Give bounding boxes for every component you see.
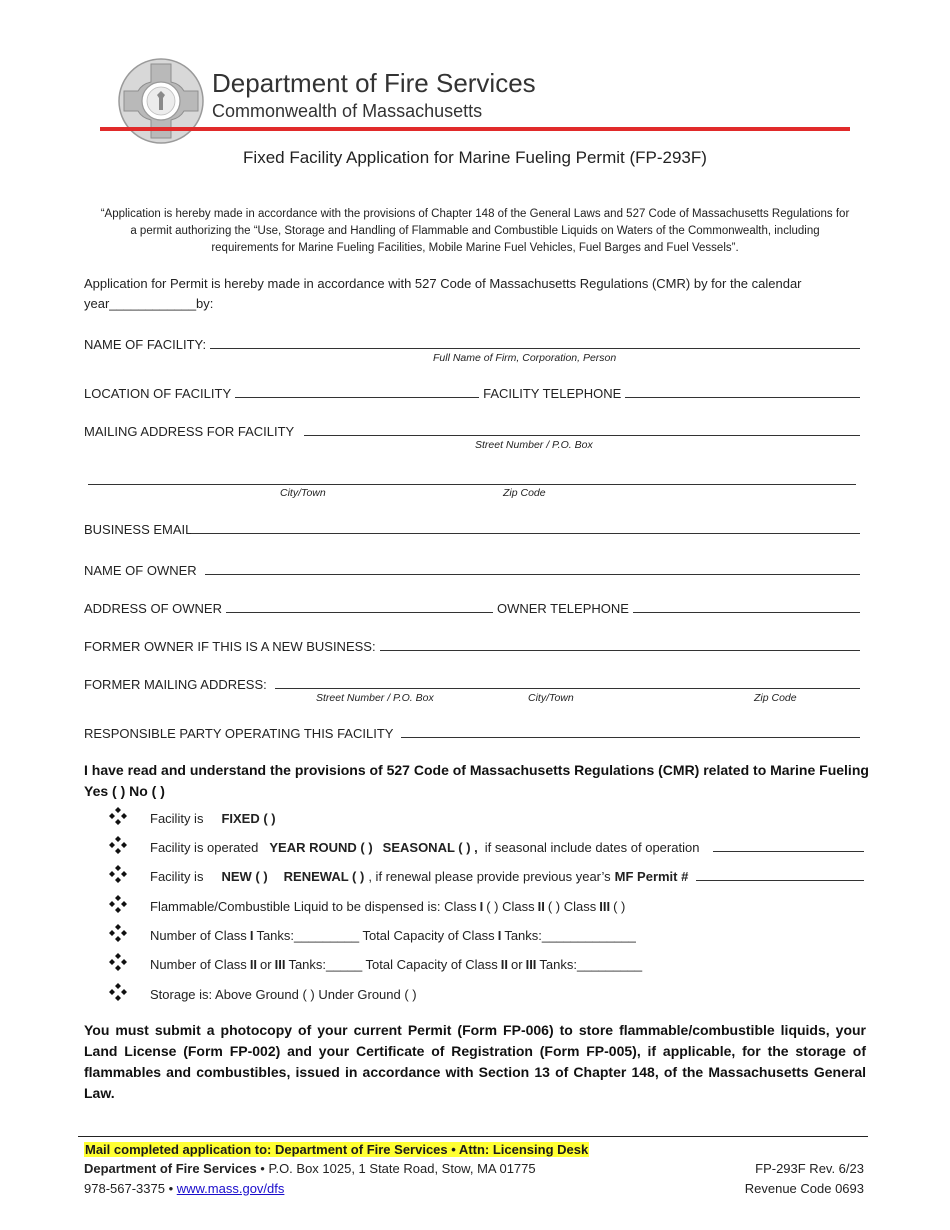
intro-quote: “Application is hereby made in accordance with the provisions of Chapter 148 of the General Laws and 527 Code of Massachusetts Regulations for a permit authorizing the “Use, Storage and Handling of Flammable and Combustible Liquids on Waters of the Commonwealth, including requirements for Marine Fueling Facilities, Mobile Marine Fuel Vehicles, Fuel Barges and Fuel Vessels”. bbox=[100, 208, 850, 254]
class-ii-iii-capacity-field[interactable]: Tanks:_________ bbox=[539, 957, 643, 972]
mailing-address-row bbox=[84, 419, 864, 439]
form-title: Fixed Facility Application for Marine Fueling Permit (FP-293F) bbox=[243, 148, 707, 167]
former-mailing-row bbox=[84, 672, 864, 692]
former-mailing-field[interactable] bbox=[275, 675, 860, 689]
city-zip-row bbox=[88, 468, 860, 488]
diamond-bullet-icon bbox=[108, 806, 128, 826]
renewal-option[interactable]: RENEWAL ( ) bbox=[283, 869, 365, 884]
diamond-bullet-icon bbox=[108, 864, 128, 884]
city-zip-field[interactable] bbox=[88, 471, 856, 485]
year-round-option[interactable]: YEAR ROUND ( ) bbox=[269, 840, 373, 855]
footer-address-line bbox=[84, 1161, 536, 1176]
department-name: Department of Fire Services bbox=[212, 68, 536, 98]
footer-contact-line bbox=[84, 1181, 284, 1196]
dfs-website-link[interactable]: www.mass.gov/dfs bbox=[176, 1181, 285, 1196]
name-of-facility-row bbox=[84, 332, 864, 352]
seasonal-option[interactable]: SEASONAL ( ) , bbox=[382, 840, 478, 855]
class-options[interactable]: ( ) Class bbox=[486, 899, 535, 914]
location-row bbox=[84, 381, 864, 401]
street-hint: Street Number / P.O. Box bbox=[475, 439, 593, 451]
business-email-field[interactable] bbox=[192, 520, 860, 534]
responsible-party-row bbox=[84, 721, 864, 741]
submit-notice: You must submit a photocopy of your current Permit (Form FP-006) to store flammable/combustible liquids, your Land License (Form FP-002) and your Certificate of Registration (Form FP-005), if applicable, for the storage of flammables and combustibles, issued in accordance with Section 13 of Chapter 148, of the Massachusetts General Law. bbox=[84, 1022, 866, 1101]
former-owner-row bbox=[84, 634, 864, 654]
bullet-new-renewal: Facility is NEW ( ) RENEWAL ( ) , if renewal please provide previous year’s MF Permit # bbox=[108, 864, 868, 884]
diamond-bullet-icon bbox=[108, 923, 128, 943]
form-revision: FP-293F Rev. 6/23 bbox=[755, 1161, 864, 1176]
diamond-bullet-icon bbox=[108, 835, 128, 855]
name-of-owner-row bbox=[84, 558, 864, 578]
bullet-operation: Facility is operated YEAR ROUND ( ) SEASONAL ( ) , if seasonal include dates of operation bbox=[108, 835, 868, 855]
address-of-owner-label: ADDRESS OF OWNER bbox=[84, 601, 222, 616]
diamond-bullet-icon bbox=[108, 894, 128, 914]
class-i-tanks-field[interactable]: Tanks:_________ Total Capacity of Class bbox=[256, 928, 495, 943]
name-of-facility-label: NAME OF FACILITY: bbox=[84, 337, 207, 352]
former-owner-field[interactable] bbox=[380, 637, 860, 651]
application-statement: Application for Permit is hereby made in accordance with 527 Code of Massachusetts Regulations (CMR) by for the calendar year____________by: bbox=[84, 276, 802, 311]
diamond-bullet-icon bbox=[108, 982, 128, 1002]
former-zip-hint: Zip Code bbox=[754, 692, 797, 704]
diamond-bullet-icon bbox=[108, 952, 128, 972]
address-of-owner-row bbox=[84, 596, 864, 616]
fixed-option[interactable]: FIXED ( ) bbox=[221, 811, 276, 826]
footer-phone: 978-567-3375 • bbox=[84, 1181, 177, 1196]
former-street-hint: Street Number / P.O. Box bbox=[316, 692, 434, 704]
revenue-code: Revenue Code 0693 bbox=[744, 1181, 864, 1196]
footer-dept: Department of Fire Services bbox=[84, 1161, 257, 1176]
business-email-label: BUSINESS EMAIL bbox=[84, 522, 193, 537]
bullet-liquid-class: Flammable/Combustible Liquid to be dispensed is: Class I ( ) Class II ( ) Class III ( ) bbox=[108, 894, 868, 914]
footer-address: • P.O. Box 1025, 1 State Road, Stow, MA 01775 bbox=[256, 1161, 536, 1176]
class-ii-iii-tanks-field[interactable]: Tanks:_____ Total Capacity of Class bbox=[288, 957, 498, 972]
name-hint: Full Name of Firm, Corporation, Person bbox=[433, 352, 617, 364]
facility-telephone-label: FACILITY TELEPHONE bbox=[483, 386, 622, 401]
former-city-hint: City/Town bbox=[528, 692, 574, 704]
bullet-facility-type: Facility is FIXED ( ) bbox=[108, 806, 868, 826]
footer-divider bbox=[78, 1136, 868, 1137]
owner-telephone-field[interactable] bbox=[633, 599, 860, 613]
mf-permit-field[interactable] bbox=[696, 867, 864, 881]
storage-options[interactable]: Storage is: Above Ground ( ) Under Ground ( ) bbox=[150, 987, 417, 1002]
name-of-facility-field[interactable] bbox=[210, 335, 860, 349]
bullet-class-i-tanks: Number of Class I Tanks:_________ Total Capacity of Class I Tanks:_____________ bbox=[108, 923, 868, 943]
name-of-owner-field[interactable] bbox=[205, 561, 860, 575]
location-label: LOCATION OF FACILITY bbox=[84, 386, 232, 401]
name-of-owner-label: NAME OF OWNER bbox=[84, 563, 197, 578]
seasonal-dates-field[interactable] bbox=[713, 838, 864, 852]
former-owner-label: FORMER OWNER IF THIS IS A NEW BUSINESS: bbox=[84, 639, 376, 654]
commonwealth-name: Commonwealth of Massachusetts bbox=[212, 101, 483, 121]
acknowledgement: I have read and understand the provisions of 527 Code of Massachusetts Regulations (CMR) related to Marine Fueling Yes ( ) No ( ) bbox=[84, 762, 869, 799]
mailing-address-field[interactable] bbox=[304, 422, 860, 436]
bullet-class-ii-iii-tanks: Number of Class II or III Tanks:_____ Total Capacity of Class II or III Tanks:_________ bbox=[108, 952, 868, 972]
mailing-address-label: MAILING ADDRESS FOR FACILITY bbox=[84, 424, 295, 439]
header-divider bbox=[100, 127, 850, 131]
bullet-storage bbox=[108, 982, 868, 1002]
responsible-party-field[interactable] bbox=[401, 724, 860, 738]
facility-telephone-field[interactable] bbox=[625, 384, 860, 398]
owner-telephone-label: OWNER TELEPHONE bbox=[496, 601, 629, 616]
city-hint: City/Town bbox=[280, 487, 326, 499]
mail-instructions: Mail completed application to: Department of Fire Services • Attn: Licensing Desk bbox=[85, 1142, 589, 1157]
zip-hint: Zip Code bbox=[503, 487, 546, 499]
business-email-row bbox=[84, 517, 864, 537]
dfs-logo-icon bbox=[118, 58, 204, 144]
new-option[interactable]: NEW ( ) bbox=[221, 869, 268, 884]
former-mailing-label: FORMER MAILING ADDRESS: bbox=[84, 677, 267, 692]
address-of-owner-field[interactable] bbox=[226, 599, 493, 613]
responsible-party-label: RESPONSIBLE PARTY OPERATING THIS FACILITY bbox=[84, 726, 394, 741]
location-field[interactable] bbox=[235, 384, 479, 398]
class-i-capacity-field[interactable]: Tanks:_____________ bbox=[504, 928, 636, 943]
